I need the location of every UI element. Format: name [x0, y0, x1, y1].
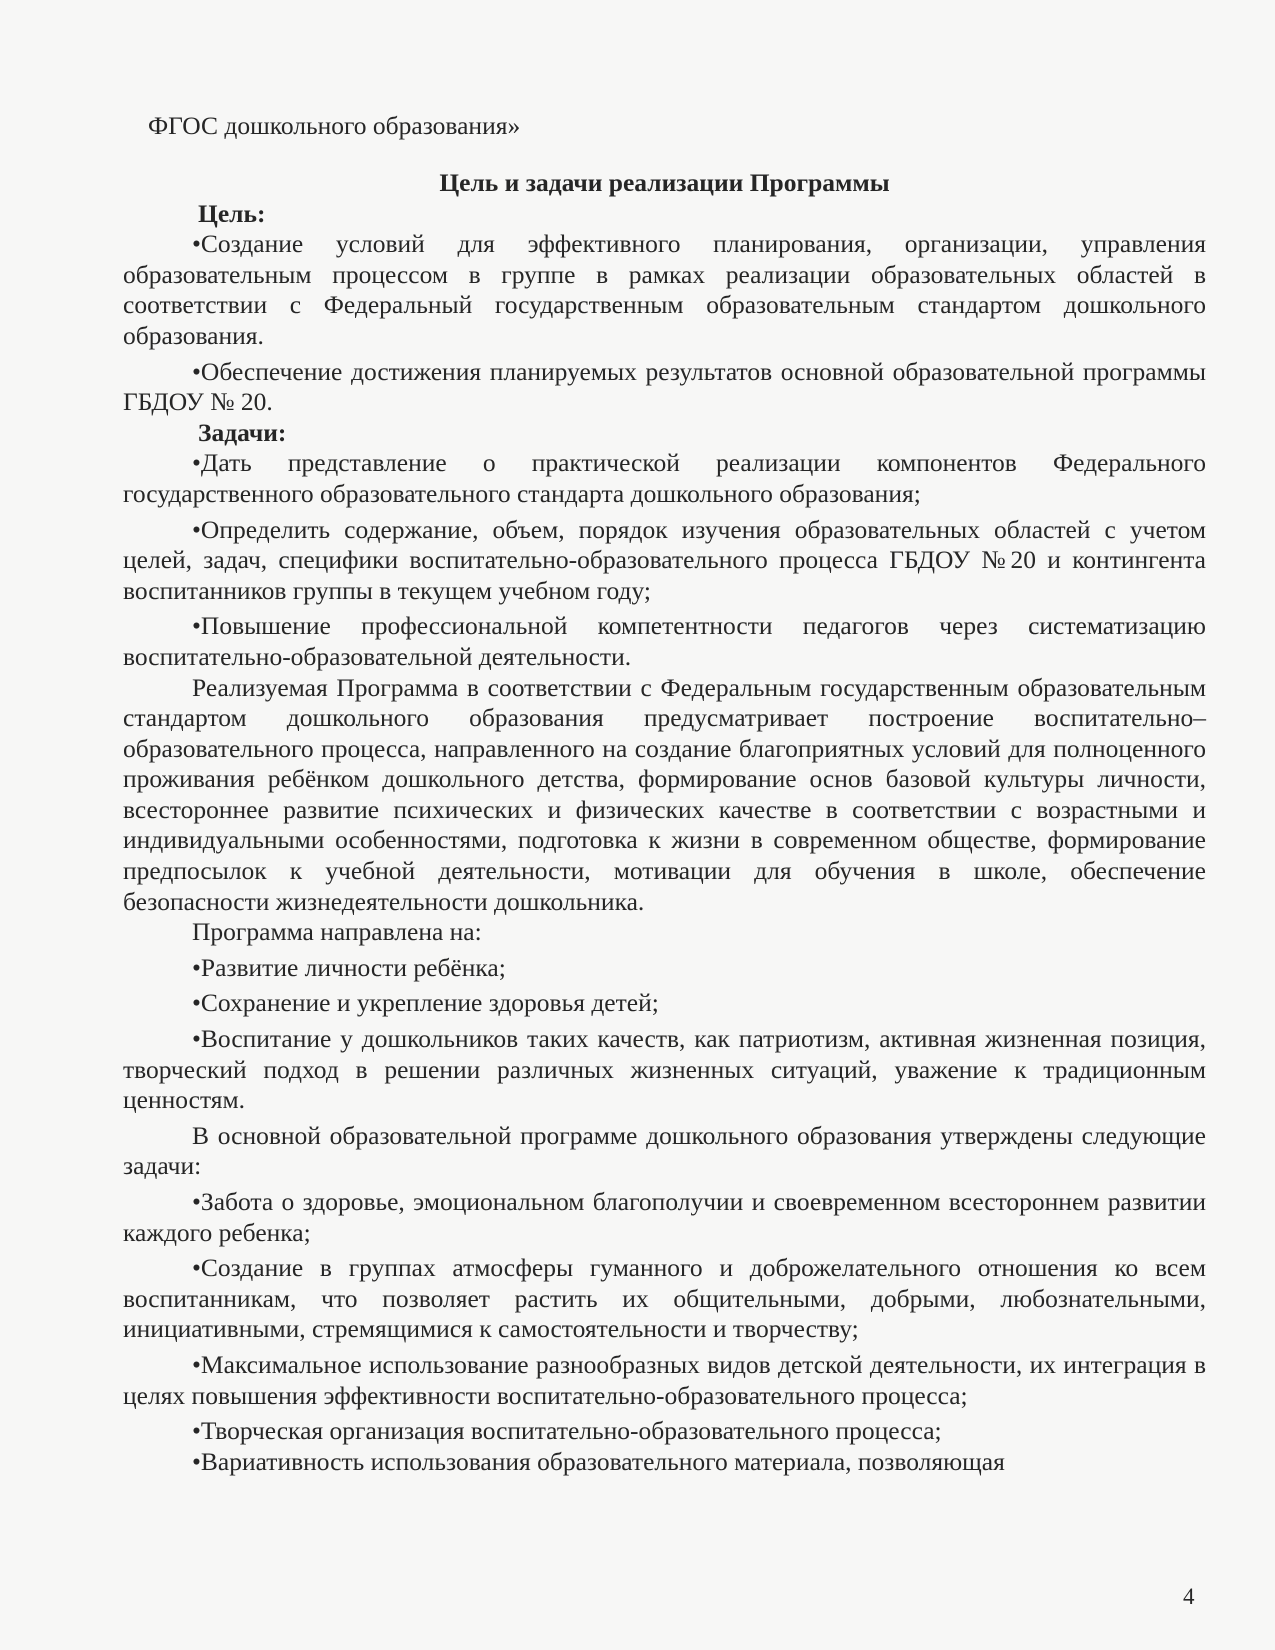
main-task-item: •Вариативность использования образовательного материала, позволяющая	[192, 1446, 1005, 1476]
directed-item: •Сохранение и укрепление здоровья детей;	[192, 988, 659, 1018]
page-number: 4	[1183, 1584, 1195, 1609]
program-paragraph: Реализуемая Программа в соответствии с Федеральным государственным образовательным стандартом дошкольного образования предусматривает построение воспитательно–образовательного процесса, направленного на создание благоприятных условий для полноценного проживания ребёнком дошкольного детства, формирование основ базовой культуры личности, всестороннее развитие психических и физических качестве в соответствии с возрастными и индивидуальными особенностями, подготовка к жизни в современном обществе, формирование предпосылок к учебной деятельности, мотивации для обучения в школе, обеспечение безопасности жизнедеятельности дошкольника.	[123, 672, 1206, 916]
section-heading: Цель и задачи реализации Программы	[439, 168, 890, 197]
directed-item: •Развитие личности ребёнка;	[192, 952, 506, 982]
tasks-label: Задачи:	[198, 417, 287, 447]
task-item: •Определить содержание, объем, порядок изучения образовательных областей с учетом целей, задач, специфики воспитательно-образовательного процесса ГБДОУ №20 и контингента воспитанников группы в текущем учебном году;	[123, 514, 1206, 605]
main-task-item: •Творческая организация воспитательно-образовательного процесса;	[192, 1416, 942, 1446]
task-item: •Повышение профессиональной компетентности педагогов через систематизацию воспитательно-образовательной деятельности.	[123, 611, 1206, 671]
document-body	[123, 168, 1206, 1477]
main-task-item: •Максимальное использование разнообразных видов детской деятельности, их интеграция в целях повышения эффективности воспитательно-образовательного процесса;	[123, 1349, 1206, 1410]
goal-item: •Создание условий для эффективного планирования, организации, управления образовательным процессом в группе в рамках реализации образовательных областей в соответствии с Федеральный государственным образовательным стандартом дошкольного образования.	[123, 229, 1206, 350]
main-task-item: •Забота о здоровье, эмоциональном благополучии и своевременном всестороннем развитии каждого ребенка;	[123, 1187, 1206, 1247]
top-line: ФГОС дошкольного образования»	[148, 111, 521, 140]
directed-item: •Воспитание у дошкольников таких качеств, как патриотизм, активная жизненная позиция, творческий подход в решении различных жизненных ситуаций, уважение к традиционным ценностям.	[123, 1024, 1206, 1115]
directed-label: Программа направлена на:	[192, 917, 482, 947]
main-program-intro: В основной образовательной программе дошкольного образования утверждены следующие задачи:	[123, 1120, 1206, 1181]
goal-item: •Обеспечение достижения планируемых результатов основной образовательной программы ГБДОУ № 20.	[123, 356, 1206, 417]
goal-label: Цель:	[198, 198, 266, 228]
main-task-item: •Создание в группах атмосферы гуманного и доброжелательного отношения ко всем воспитанникам, что позволяет растить их общительными, добрыми, любознательными, инициативными, стремящимися к самостоятельности и творчеству;	[123, 1253, 1206, 1344]
task-item: •Дать представление о практической реализации компонентов Федерального государственного образовательного стандарта дошкольного образования;	[123, 448, 1206, 508]
